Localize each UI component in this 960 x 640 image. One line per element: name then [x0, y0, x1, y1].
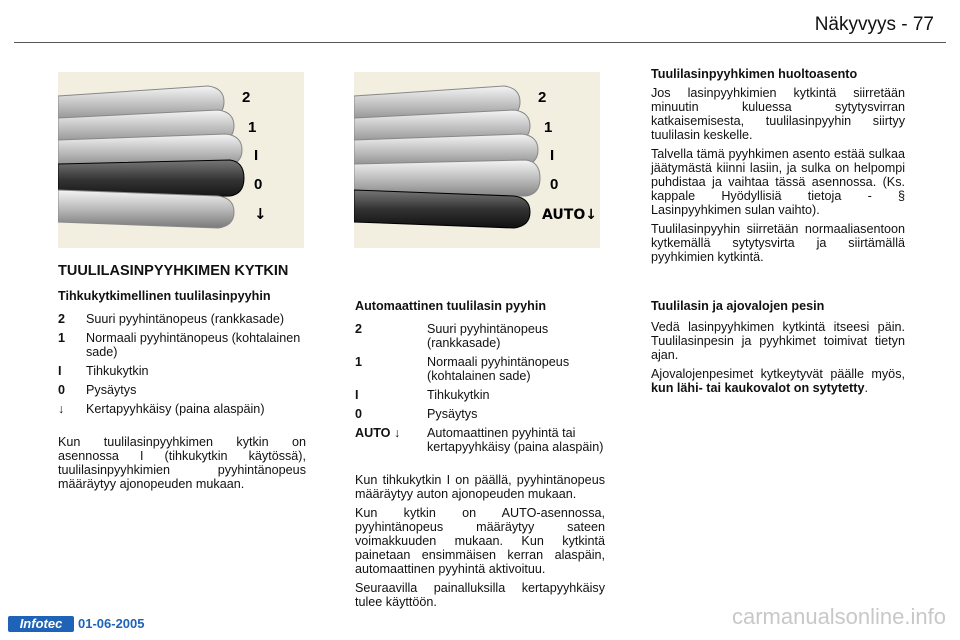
paragraph: Kun tuulilasinpyyhkimen kytkin on asennossa I (tihkukytkin käytössä), tuulilasinpyyhkimien pyyhintänopeus määräytyy ajonopeuden mukaan. — [58, 435, 306, 491]
item-key: I — [58, 364, 62, 378]
list-item — [58, 402, 306, 416]
item-key: AUTO ↓ — [355, 426, 401, 440]
paragraph-headlamp-washers — [651, 367, 905, 395]
position-label-2: 2 — [242, 89, 251, 106]
position-label-0: 0 — [254, 176, 263, 193]
list-item — [355, 355, 605, 383]
item-key: 2 — [355, 322, 363, 336]
item-key: 1 — [58, 331, 66, 345]
list-item — [355, 407, 605, 421]
header-rule — [14, 42, 946, 43]
list-item — [355, 322, 605, 350]
subheading-washer: Tuulilasin ja ajovalojen pesin — [651, 299, 825, 313]
position-label-1: 1 — [248, 119, 257, 136]
wiper-stalk-figure — [58, 72, 304, 248]
item-key: 0 — [355, 407, 363, 421]
auto-wiper-stalk-illustration — [354, 72, 600, 248]
position-label-2: 2 — [538, 89, 547, 106]
position-label-i: I — [254, 147, 259, 164]
item-key: 1 — [355, 355, 363, 369]
position-label-1: 1 — [544, 119, 553, 136]
item-key: 0 — [58, 383, 66, 397]
paragraph: Jos lasinpyyhkimien kytkintä siirretään minuutin kuluessa sytytysvirran katkaisemisesta, tuulilasinpyyhin siirtyy tuulilasin keskelle. — [651, 86, 905, 142]
stalk-ghost-down — [58, 190, 234, 228]
list-item — [58, 364, 306, 378]
column-automatic-wiper — [355, 299, 605, 614]
list-item — [58, 383, 306, 397]
item-key: I — [355, 388, 359, 402]
publisher-logo: Infotec — [8, 616, 74, 632]
auto-wiper-stalk-figure — [354, 72, 600, 248]
position-label-auto: AUTO↓ — [542, 207, 597, 223]
position-label-0: 0 — [550, 176, 559, 193]
paragraph: Kun tihkukytkin I on päällä, pyyhintänopeus määräytyy auton ajonopeuden mukaan. — [355, 473, 605, 501]
paragraph: Kun kytkin on AUTO-asennossa, pyyhintänopeus määräytyy sateen voimakkuuden mukaan. Kun kytkintä painetaan ensimmäisen kerran alaspäin, automaattinen pyyhintä aktivoituu. — [355, 506, 605, 576]
position-label-i: I — [550, 147, 555, 164]
column-service-position — [651, 67, 905, 400]
page-title: Näkyvyys - 77 — [814, 14, 934, 35]
item-text: Pysäytys — [86, 383, 137, 397]
wiper-stalk-illustration — [58, 72, 304, 248]
subheading-intermittent: Tihkukytkimellinen tuulilasinpyyhin — [58, 289, 271, 303]
paragraph: Vedä lasinpyyhkimen kytkintä itseesi päin. Tuulilasinpesin ja pyyhkimet toimivat tietyn ajan. — [651, 320, 905, 362]
edition-date: 01-06-2005 — [78, 616, 145, 631]
section-title: TUULILASINPYYHKIMEN KYTKIN — [58, 263, 289, 279]
stalk-current — [354, 190, 530, 228]
list-item — [355, 426, 605, 454]
list-item — [58, 331, 306, 359]
paragraph-bold-text: kun lähi- tai kaukovalot on sytytetty — [651, 381, 865, 395]
item-text: Tihkukytkin — [427, 388, 490, 402]
item-text: Normaali pyyhintänopeus (kohtalainen sade) — [427, 355, 570, 383]
watermark: carmanualsonline.info — [731, 604, 946, 629]
paragraph: Talvella tämä pyyhkimen asento estää sulkaa jäätymästä kiinni lasiin, ja sulka on helpompi puhdistaa ja vaihtaa tässä asennossa. (Ks. kappale Hyödyllisiä tietoja - § Lasinpyyhkimen sulan vaihto). — [651, 147, 905, 217]
paragraph-text: . — [864, 381, 868, 395]
item-text: Tihkukytkin — [86, 364, 149, 378]
subheading-automatic: Automaattinen tuulilasin pyyhin — [355, 299, 547, 313]
item-text: Suuri pyyhintänopeus (rankkasade) — [86, 312, 285, 326]
paragraph-text: Ajovalojenpesimet kytkeytyvät päälle myös, — [651, 367, 905, 381]
item-text: Suuri pyyhintänopeus (rankkasade) — [427, 322, 549, 350]
item-text: Normaali pyyhintänopeus (kohtalainen sade) — [86, 331, 301, 359]
list-item — [355, 388, 605, 402]
subheading-service-position: Tuulilasinpyyhkimen huoltoasento — [651, 67, 858, 81]
paragraph: Seuraavilla painalluksilla kertapyyhkäisy tulee käyttöön. — [355, 581, 605, 609]
item-key: 2 — [58, 312, 66, 326]
item-text: Automaattinen pyyhintä tai kertapyyhkäisy (paina alaspäin) — [427, 426, 604, 454]
item-text: Kertapyyhkäisy (paina alaspäin) — [86, 402, 265, 416]
position-label-down: ↓ — [254, 205, 267, 223]
item-key: ↓ — [58, 402, 65, 416]
column-wiper-switch — [58, 264, 306, 496]
item-text: Pysäytys — [427, 407, 478, 421]
paragraph: Tuulilasinpyyhin siirretään normaaliasentoon kytkemällä sytytysvirta ja siirtämällä pyyhkimien kytkintä. — [651, 222, 905, 264]
list-item — [58, 312, 306, 326]
